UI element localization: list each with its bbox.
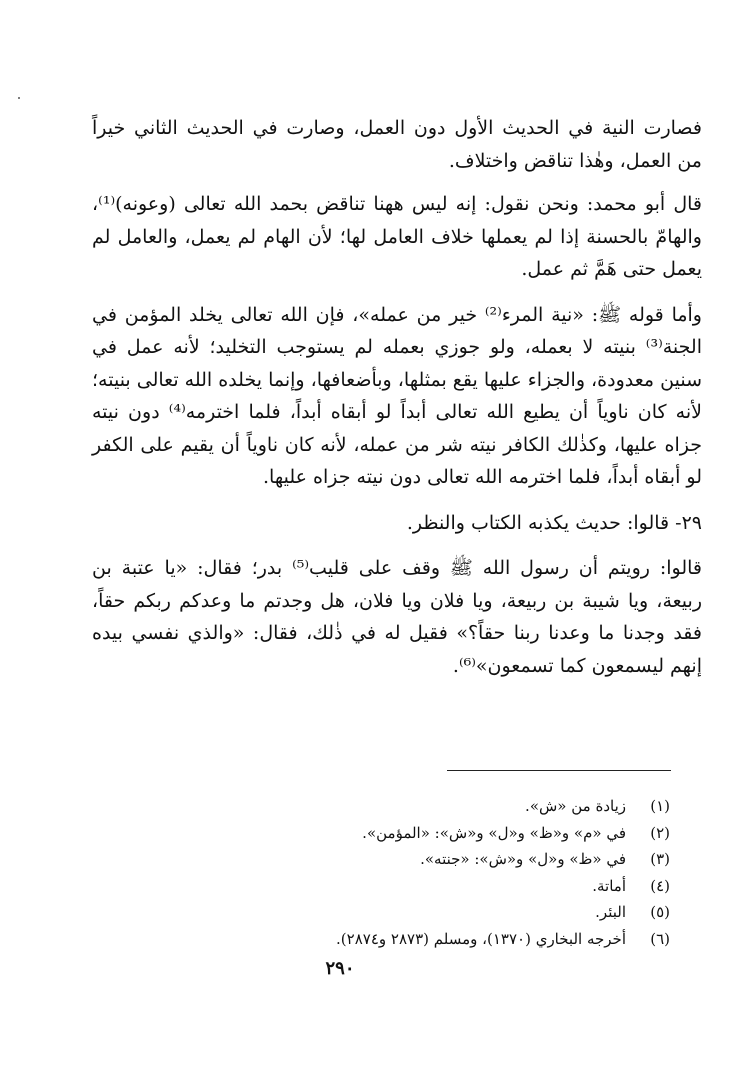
paragraph-3: وأما قوله ﷺ: «نية المرء⁽²⁾ خير من عمله»، فإن الله تعالى يخلد المؤمن في الجنة⁽³⁾ بنيته لا بعمله، ولو جوزي بعمله لم يستوجب التخليد؛ لأنه عمل في سنين معدودة، والجزاء عليها يقع بمثلها، وبأضعافها، وإنما يخلده الله تعالى بنيته؛ لأنه كان ناوياً أن يطيع الله تعالى أبداً لو أبقاه أبداً، فلما اخترمه⁽⁴⁾ دون نيته جزاه عليها، وكذٰلك الكافر نيته شر من عمله، لأنه كان ناوياً أن يقيم على الكفر لو أبقاه أبداً، فلما اخترمه الله تعالى دون نيته جزاه عليها. bbox=[92, 303, 702, 488]
footnote-separator bbox=[447, 770, 671, 771]
footnote-text: البئر. bbox=[595, 903, 626, 921]
paragraph-5: قالوا: رويتم أن رسول الله ﷺ وقف على قليب⁽⁵⁾ بدر؛ فقال: «يا عتبة بن ربيعة، ويا شيبة بن ربيعة، ويا فلان ويا فلان، هل وجدتم ما وعدكم ربكم حقاً، فقد وجدنا ما وعدنا ربنا حقاً؟» فقيل له في ذٰلك، فقال: «والذي نفسي بيده إنهم ليسمعون كما تسمعون»⁽⁶⁾. bbox=[92, 557, 702, 677]
footnote-1 bbox=[240, 793, 670, 820]
main-text bbox=[92, 112, 702, 693]
footnote-text: أماتة. bbox=[592, 876, 626, 895]
footnote-number: (٤) bbox=[650, 876, 670, 895]
footnote-text: في «ظ» و«ل» و«ش»: «جنته». bbox=[420, 850, 626, 868]
footnote-number: (٢) bbox=[650, 823, 670, 842]
section-heading-29: ٢٩- قالوا: حديث يكذبه الكتاب والنظر. bbox=[406, 511, 702, 534]
footnote-number: (١) bbox=[650, 797, 670, 815]
footnote-5 bbox=[240, 899, 670, 926]
footnote-text: أخرجه البخاري (١٣٧٠)، ومسلم (٢٨٧٣ و٢٨٧٤). bbox=[336, 929, 626, 948]
footnote-number: (٣) bbox=[650, 850, 670, 868]
footnotes bbox=[240, 793, 670, 952]
footnote-3 bbox=[240, 846, 670, 873]
page-number: ٢٩٠ bbox=[325, 958, 355, 979]
footnote-2 bbox=[240, 820, 670, 847]
footnote-text: زيادة من «ش». bbox=[525, 797, 626, 815]
scan-speck bbox=[18, 97, 20, 99]
paragraph-1: فصارت النية في الحديث الأول دون العمل، وصارت في الحديث الثاني خيراً من العمل، وهٰذا تناقض واختلاف. bbox=[92, 117, 702, 172]
footnote-text: في «م» و«ظ» و«ل» و«ش»: «المؤمن». bbox=[362, 823, 626, 842]
paragraph-2: قال أبو محمد: ونحن نقول: إنه ليس ههنا تناقض بحمد الله تعالى (وعونه)⁽¹⁾، والهامّ بالحسنة إذا لم يعملها خلاف العامل لها؛ لأن الهام لم يعمل، والعامل لم يعمل حتى هَمَّ ثم عمل. bbox=[92, 193, 702, 280]
footnote-4 bbox=[240, 873, 670, 900]
footnote-6 bbox=[240, 926, 670, 953]
footnote-number: (٥) bbox=[650, 903, 670, 921]
footnote-number: (٦) bbox=[650, 929, 670, 948]
